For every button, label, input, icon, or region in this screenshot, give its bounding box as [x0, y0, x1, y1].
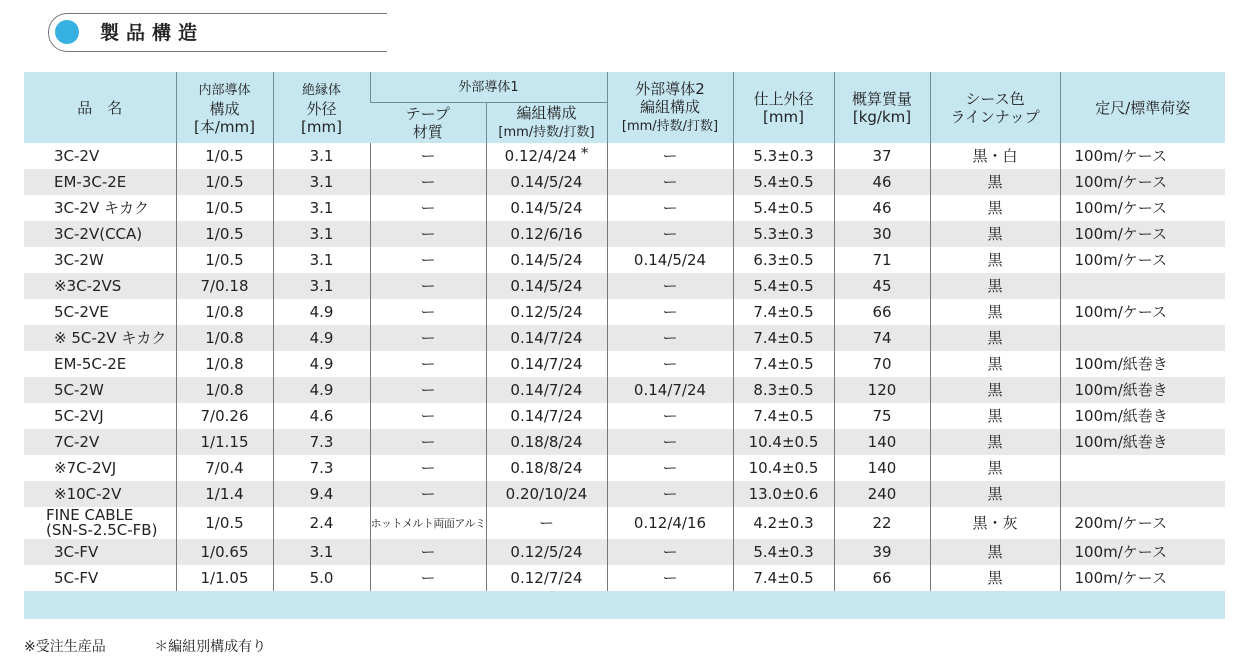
header-tape-material: テープ 材質 — [370, 103, 486, 144]
mass-cell: 37 — [834, 143, 930, 169]
braid-1-cell: 0.14/7/24 — [486, 377, 607, 403]
insulation-od-cell: 2.4 — [273, 507, 370, 539]
product-name-cell: 3C-2V キカク — [54, 198, 150, 217]
sheath-color-cell: 黒 — [930, 455, 1060, 481]
product-name-cell: 5C-FV — [54, 568, 99, 587]
insulation-od-cell: 4.6 — [273, 403, 370, 429]
inner-conductor-cell: 1/1.4 — [176, 481, 273, 507]
tape-material-cell: ー — [370, 169, 486, 195]
header-sheath-color: シース色 ラインナップ — [930, 72, 1060, 143]
product-name-cell: FINE CABLE (SN-S-2.5C-FB) — [46, 506, 158, 539]
product-name-cell: 3C-2W — [54, 250, 104, 269]
inner-conductor-cell: 1/0.8 — [176, 351, 273, 377]
insulation-od-cell: 4.9 — [273, 299, 370, 325]
insulation-od-cell: 5.0 — [273, 565, 370, 591]
mass-cell: 46 — [834, 169, 930, 195]
finish-od-cell: 5.4±0.5 — [733, 169, 834, 195]
packing-cell: 100m/紙巻き — [1060, 429, 1225, 455]
section-bullet-icon — [55, 20, 79, 44]
mass-cell: 46 — [834, 195, 930, 221]
sheath-color-cell: 黒 — [930, 403, 1060, 429]
table-row — [24, 403, 1225, 429]
finish-od-cell: 7.4±0.5 — [733, 565, 834, 591]
table-row — [24, 195, 1225, 221]
footnote-made-to-order: ※受注生産品 — [24, 639, 106, 655]
tape-material-cell: ー — [370, 429, 486, 455]
sheath-color-cell: 黒 — [930, 377, 1060, 403]
tape-material-cell: ー — [370, 273, 486, 299]
section-title-frame — [48, 13, 387, 52]
product-name-cell: ※7C-2VJ — [54, 458, 117, 477]
product-name-cell: 5C-2W — [24, 377, 176, 403]
sheath-color-cell: 黒 — [930, 539, 1060, 565]
tape-material-cell: ー — [370, 539, 486, 565]
sheath-color-cell: 黒 — [930, 565, 1060, 591]
braid-2-cell: ー — [607, 403, 733, 429]
packing-cell: 100m/ケース — [1060, 143, 1225, 169]
packing-cell: 100m/ケース — [1060, 247, 1225, 273]
table-footer-band — [24, 591, 1225, 619]
packing-cell: 100m/紙巻き — [1060, 377, 1225, 403]
braid-2-cell: ー — [607, 481, 733, 507]
packing-cell — [1060, 325, 1225, 351]
braid-2-cell: ー — [607, 221, 733, 247]
product-name-cell: 3C-FV — [24, 539, 176, 565]
braid-1-cell: 0.14/7/24 — [486, 351, 607, 377]
braid-1-cell: 0.14/5/24 — [486, 195, 607, 221]
footnotes — [24, 636, 310, 656]
finish-od-cell: 13.0±0.6 — [733, 481, 834, 507]
product-name-cell: EM-3C-2E — [24, 169, 176, 195]
product-name-cell: EM-5C-2E — [54, 354, 127, 373]
packing-cell — [1060, 455, 1225, 481]
braid-2-cell: ー — [607, 143, 733, 169]
table-row — [24, 507, 1225, 539]
finish-od-cell: 5.4±0.5 — [733, 195, 834, 221]
insulation-od-cell: 7.3 — [273, 455, 370, 481]
product-name-cell: 7C-2V — [24, 429, 176, 455]
inner-conductor-cell: 7/0.4 — [176, 455, 273, 481]
sheath-color-cell: 黒 — [930, 247, 1060, 273]
mass-cell: 71 — [834, 247, 930, 273]
table-row — [24, 377, 1225, 403]
inner-conductor-cell: 1/0.5 — [176, 507, 273, 539]
inner-conductor-cell: 1/0.5 — [176, 143, 273, 169]
packing-cell: 100m/ケース — [1060, 169, 1225, 195]
mass-cell: 66 — [834, 299, 930, 325]
braid-1-cell: 0.18/8/24 — [486, 455, 607, 481]
sheath-color-cell: 黒 — [930, 169, 1060, 195]
inner-conductor-cell: 1/0.8 — [176, 299, 273, 325]
table-row — [24, 247, 1225, 273]
product-name-cell: ※ 5C-2V キカク — [24, 325, 176, 351]
braid-2-cell: 0.14/7/24 — [607, 377, 733, 403]
braid-2-cell: ー — [607, 325, 733, 351]
tape-material-cell: ー — [370, 299, 486, 325]
braid-1-cell: ー — [486, 507, 607, 539]
sheath-color-cell: 黒 — [930, 273, 1060, 299]
finish-od-cell: 5.4±0.3 — [733, 539, 834, 565]
section-title: 製品構造 — [100, 22, 205, 44]
tape-material-cell: ー — [370, 247, 486, 273]
packing-cell: 200m/ケース — [1060, 507, 1225, 539]
mass-cell: 45 — [834, 273, 930, 299]
braid-1-cell: 0.14/5/24 — [486, 247, 607, 273]
braid-2-cell: 0.14/5/24 — [607, 247, 733, 273]
tape-material-cell: ー — [370, 195, 486, 221]
inner-conductor-cell: 1/0.5 — [176, 195, 273, 221]
inner-conductor-cell: 1/0.65 — [176, 539, 273, 565]
table-row — [24, 429, 1225, 455]
braid-2-cell: ー — [607, 195, 733, 221]
braid-1-cell: 0.14/7/24 — [486, 325, 607, 351]
table-row — [24, 539, 1225, 565]
sheath-color-cell: 黒 — [930, 351, 1060, 377]
sheath-color-cell: 黒・灰 — [930, 507, 1060, 539]
mass-cell: 120 — [834, 377, 930, 403]
header-name: 品 名 — [24, 72, 176, 143]
header-outer-conductor-2: 外部導体2 編組構成 [mm/持数/打数] — [607, 72, 733, 143]
mass-cell: 30 — [834, 221, 930, 247]
product-name-cell: 5C-2VJ — [54, 406, 104, 425]
inner-conductor-cell: 1/0.5 — [176, 247, 273, 273]
packing-cell: 100m/ケース — [1060, 299, 1225, 325]
tape-material-cell: ー — [370, 565, 486, 591]
sheath-color-cell: 黒 — [930, 299, 1060, 325]
table-row — [24, 273, 1225, 299]
header-packing: 定尺/標準荷姿 — [1060, 72, 1225, 143]
inner-conductor-cell: 1/0.5 — [176, 169, 273, 195]
table-row — [24, 299, 1225, 325]
tape-material-cell: ー — [370, 221, 486, 247]
product-name-cell: ※3C-2VS — [24, 273, 176, 299]
header-inner-conductor: 内部導体 構成 [本/mm] — [176, 72, 273, 143]
insulation-od-cell: 4.9 — [273, 351, 370, 377]
header-finish-od: 仕上外径 [mm] — [733, 72, 834, 143]
mass-cell: 74 — [834, 325, 930, 351]
finish-od-cell: 7.4±0.5 — [733, 351, 834, 377]
table-row — [24, 325, 1225, 351]
insulation-od-cell: 7.3 — [273, 429, 370, 455]
packing-cell: 100m/ケース — [1060, 195, 1225, 221]
tape-material-cell: ー — [370, 143, 486, 169]
header-mass: 概算質量 [kg/km] — [834, 72, 930, 143]
inner-conductor-cell: 1/1.05 — [176, 565, 273, 591]
tape-material-cell: ー — [370, 455, 486, 481]
finish-od-cell: 5.3±0.3 — [733, 143, 834, 169]
inner-conductor-cell: 1/0.5 — [176, 221, 273, 247]
tape-material-cell: ー — [370, 377, 486, 403]
braid-2-cell: ー — [607, 273, 733, 299]
braid-1-cell: 0.14/5/24 — [486, 273, 607, 299]
tape-material-cell: ー — [370, 481, 486, 507]
braid-2-cell: ー — [607, 169, 733, 195]
braid-1-cell: 0.12/5/24 — [486, 299, 607, 325]
braid-2-cell: 0.12/4/16 — [607, 507, 733, 539]
table-row — [24, 565, 1225, 591]
sheath-color-cell: 黒・白 — [930, 143, 1060, 169]
finish-od-cell: 7.4±0.5 — [733, 299, 834, 325]
braid-2-cell: ー — [607, 565, 733, 591]
braid-2-cell: ー — [607, 429, 733, 455]
braid-1-cell: 0.12/7/24 — [486, 565, 607, 591]
product-name-cell: 5C-2VE — [54, 302, 109, 321]
braid-1-cell: 0.18/8/24 — [486, 429, 607, 455]
product-name-cell: ※10C-2V — [24, 481, 176, 507]
packing-cell: 100m/ケース — [1060, 565, 1225, 591]
table-row — [24, 481, 1225, 507]
inner-conductor-cell: 7/0.18 — [176, 273, 273, 299]
insulation-od-cell: 3.1 — [273, 247, 370, 273]
packing-cell: 100m/紙巻き — [1060, 403, 1225, 429]
tape-material-cell: ー — [370, 351, 486, 377]
braid-1-cell: 0.12/5/24 — [486, 539, 607, 565]
tape-material-cell: ー — [370, 325, 486, 351]
tape-material-cell: ホットメルト両面アルミ — [370, 507, 486, 539]
mass-cell: 70 — [834, 351, 930, 377]
braid-1-cell: 0.20/10/24 — [486, 481, 607, 507]
mass-cell: 140 — [834, 429, 930, 455]
mass-cell: 140 — [834, 455, 930, 481]
sheath-color-cell: 黒 — [930, 221, 1060, 247]
braid-1-cell: 0.14/7/24 — [486, 403, 607, 429]
packing-cell: 100m/ケース — [1060, 539, 1225, 565]
inner-conductor-cell: 1/0.8 — [176, 325, 273, 351]
header-insulation: 絶縁体 外径 [mm] — [273, 72, 370, 143]
insulation-od-cell: 3.1 — [273, 273, 370, 299]
table-row — [24, 351, 1225, 377]
inner-conductor-cell: 7/0.26 — [176, 403, 273, 429]
table-row — [24, 169, 1225, 195]
packing-cell — [1060, 273, 1225, 299]
header-outer-conductor-1: 外部導体1 — [370, 72, 607, 103]
finish-od-cell: 5.4±0.5 — [733, 273, 834, 299]
product-spec-table — [24, 72, 1225, 619]
sheath-color-cell: 黒 — [930, 325, 1060, 351]
table-row — [24, 143, 1225, 169]
insulation-od-cell: 3.1 — [273, 195, 370, 221]
insulation-od-cell: 3.1 — [273, 143, 370, 169]
mass-cell: 75 — [834, 403, 930, 429]
braid-2-cell: ー — [607, 299, 733, 325]
inner-conductor-cell: 1/1.15 — [176, 429, 273, 455]
braid-2-cell: ー — [607, 539, 733, 565]
braid-2-cell: ー — [607, 351, 733, 377]
product-name-cell: 3C-2V — [54, 146, 100, 165]
braid-1-cell: 0.14/5/24 — [486, 169, 607, 195]
finish-od-cell: 7.4±0.5 — [733, 403, 834, 429]
finish-od-cell: 4.2±0.3 — [733, 507, 834, 539]
mass-cell: 240 — [834, 481, 930, 507]
inner-conductor-cell: 1/0.8 — [176, 377, 273, 403]
sheath-color-cell: 黒 — [930, 481, 1060, 507]
packing-cell: 100m/ケース — [1060, 221, 1225, 247]
finish-od-cell: 10.4±0.5 — [733, 455, 834, 481]
finish-od-cell: 10.4±0.5 — [733, 429, 834, 455]
packing-cell — [1060, 481, 1225, 507]
sheath-color-cell: 黒 — [930, 195, 1060, 221]
insulation-od-cell: 4.9 — [273, 325, 370, 351]
braid-note-mark: * — [580, 143, 589, 162]
table-row — [24, 455, 1225, 481]
finish-od-cell: 7.4±0.5 — [733, 325, 834, 351]
tape-material-cell: ー — [370, 403, 486, 429]
product-name-cell: 3C-2V(CCA) — [24, 221, 176, 247]
braid-1-cell: 0.12/6/16 — [486, 221, 607, 247]
mass-cell: 39 — [834, 539, 930, 565]
insulation-od-cell: 4.9 — [273, 377, 370, 403]
insulation-od-cell: 3.1 — [273, 221, 370, 247]
packing-cell: 100m/紙巻き — [1060, 351, 1225, 377]
sheath-color-cell: 黒 — [930, 429, 1060, 455]
finish-od-cell: 8.3±0.5 — [733, 377, 834, 403]
insulation-od-cell: 9.4 — [273, 481, 370, 507]
table-row — [24, 221, 1225, 247]
insulation-od-cell: 3.1 — [273, 539, 370, 565]
braid-2-cell: ー — [607, 455, 733, 481]
finish-od-cell: 5.3±0.3 — [733, 221, 834, 247]
braid-1-cell: 0.12/4/24 * — [486, 143, 607, 169]
finish-od-cell: 6.3±0.5 — [733, 247, 834, 273]
header-braid-1: 編組構成 [mm/持数/打数] — [486, 103, 607, 144]
insulation-od-cell: 3.1 — [273, 169, 370, 195]
mass-cell: 66 — [834, 565, 930, 591]
mass-cell: 22 — [834, 507, 930, 539]
footnote-braid-variants: ＊編組別構成有り — [154, 639, 267, 655]
